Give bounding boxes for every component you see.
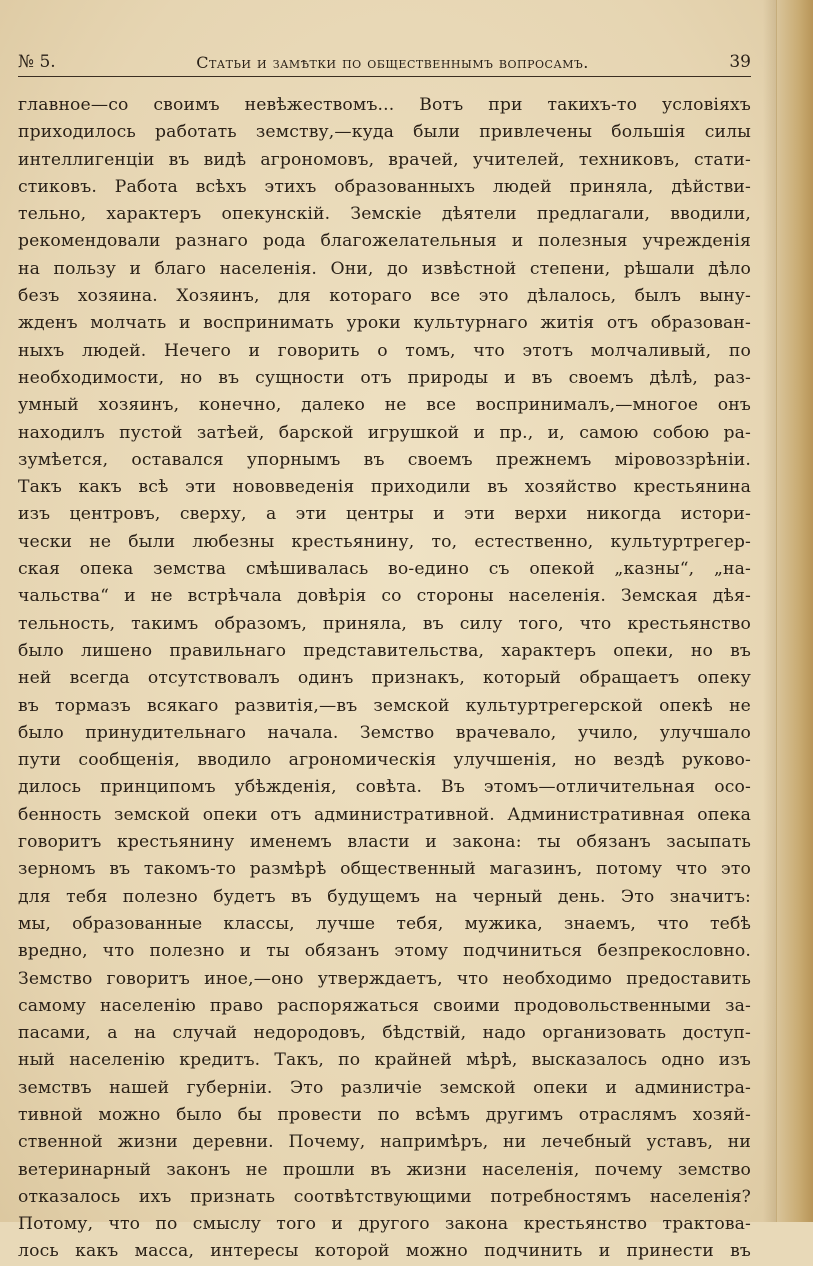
text-line: ственной жизни деревни. Почему, напримѣръ, ни лечебный уставъ, ни (18, 1132, 751, 1153)
text-line: ветеринарный законъ не прошли въ жизни населенія, почему земство (18, 1159, 751, 1180)
text-line: было принудительнаго начала. Земство врачевало, учило, улучшало (18, 722, 751, 743)
page-number: 39 (729, 52, 751, 72)
text-line: стиковъ. Работа всѣхъ этихъ образованныхъ людей приняла, дѣйстви- (18, 176, 751, 197)
text-line: мы, образованные классы, лучше тебя, мужика, знаемъ, что тебѣ (18, 913, 751, 934)
text-line: Земство говоритъ иное,—оно утверждаетъ, что необходимо предоставить (18, 968, 751, 989)
text-line: безъ хозяина. Хозяинъ, для котораго все это дѣлалось, былъ выну- (18, 286, 751, 307)
text-line: изъ центровъ, сверху, а эти центры и эти верхи никогда истори- (18, 504, 751, 525)
text-line: жденъ молчать и воспринимать уроки культурнаго житія отъ образован- (18, 313, 751, 334)
text-line: въ тормазъ всякаго развитія,—въ земской культуртрегерской опекѣ не (18, 695, 751, 716)
text-line: необходимости, но въ сущности отъ природы и въ своемъ дѣлѣ, раз- (18, 367, 751, 388)
text-line: ныхъ людей. Нечего и говорить о томъ, что этотъ молчаливый, по (18, 340, 751, 361)
text-line: тельность, такимъ образомъ, приняла, въ силу того, что крестьянство (18, 613, 751, 634)
text-line: тивной можно было бы провести по всѣмъ другимъ отраслямъ хозяй- (18, 1104, 751, 1125)
text-line: Потому, что по смыслу того и другого закона крестьянство трактова- (18, 1214, 751, 1235)
text-line: бенность земской опеки отъ административной. Административная опека (18, 804, 751, 825)
article-body (18, 92, 751, 1266)
text-line: отказалось ихъ признать соотвѣтствующими потребностямъ населенія? (18, 1186, 751, 1207)
text-line: чальства“ и не встрѣчала довѣрія со стороны населенія. Земская дѣя- (18, 586, 751, 607)
text-line: на пользу и благо населенія. Они, до извѣстной степени, рѣшали дѣло (18, 258, 751, 279)
text-line: зумѣется, оставался упорнымъ въ своемъ прежнемъ міровоззрѣніи. (18, 449, 751, 470)
text-line: рекомендовали разнаго рода благожелательныя и полезныя учрежденія (18, 231, 751, 252)
text-line: пути сообщенія, вводило агрономическія улучшенія, но вездѣ руково- (18, 750, 751, 771)
issue-number: № 5. (18, 52, 56, 72)
text-line: находилъ пустой затѣей, барской игрушкой и пр., и, самою собою ра- (18, 422, 751, 443)
text-line: зерномъ въ такомъ-то размѣрѣ общественный магазинъ, потому что это (18, 859, 751, 880)
text-line: чески не были любезны крестьянину, то, естественно, культуртрегер- (18, 531, 751, 552)
text-line: пасами, а на случай недородовъ, бѣдствій, надо организовать доступ- (18, 1023, 751, 1044)
text-line: для тебя полезно будетъ въ будущемъ на черный день. Это значитъ: (18, 886, 751, 907)
text-line: земствъ нашей губерніи. Это различіе земской опеки и администра- (18, 1077, 751, 1098)
text-line: дилось принципомъ убѣжденія, совѣта. Въ этомъ—отличительная осо- (18, 777, 751, 798)
section-title: Статьи и замѣтки по общественнымъ вопросамъ. (196, 53, 589, 72)
running-header (18, 40, 751, 77)
page-fold-shadow (763, 0, 777, 1222)
text-line: было лишено правильнаго представительства, характеръ опеки, но въ (18, 640, 751, 661)
text-line: Такъ какъ всѣ эти нововведенія приходили въ хозяйство крестьянина (18, 477, 751, 498)
text-line: самому населенію право распоряжаться своими продовольственными за- (18, 995, 751, 1016)
text-line: приходилось работать земству,—куда были привлечены большія силы (18, 122, 751, 143)
text-line: ный населенію кредитъ. Такъ, по крайней мѣрѣ, высказалось одно изъ (18, 1050, 751, 1071)
text-line: ская опека земства смѣшивалась во-едино съ опекой „казны“, „на- (18, 559, 751, 580)
text-line: интеллигенціи въ видѣ агрономовъ, врачей, учителей, техниковъ, стати- (18, 149, 751, 170)
text-line: тельно, характеръ опекунскій. Земскіе дѣятели предлагали, вводили, (18, 204, 751, 225)
text-line: умный хозяинъ, конечно, далеко не все воспринималъ,—многое онъ (18, 395, 751, 416)
page-edge (776, 0, 813, 1222)
text-line: ней всегда отсутствовалъ одинъ признакъ, который обращаетъ опеку (18, 668, 751, 689)
text-line: вредно, что полезно и ты обязанъ этому подчиниться безпрекословно. (18, 941, 751, 962)
text-line: говоритъ крестьянину именемъ власти и закона: ты обязанъ засыпать (18, 832, 751, 853)
text-line: лось какъ масса, интересы которой можно подчинить и принести въ (18, 1241, 751, 1262)
text-line: главное—со своимъ невѣжествомъ... Вотъ при такихъ-то условіяхъ (18, 95, 751, 115)
